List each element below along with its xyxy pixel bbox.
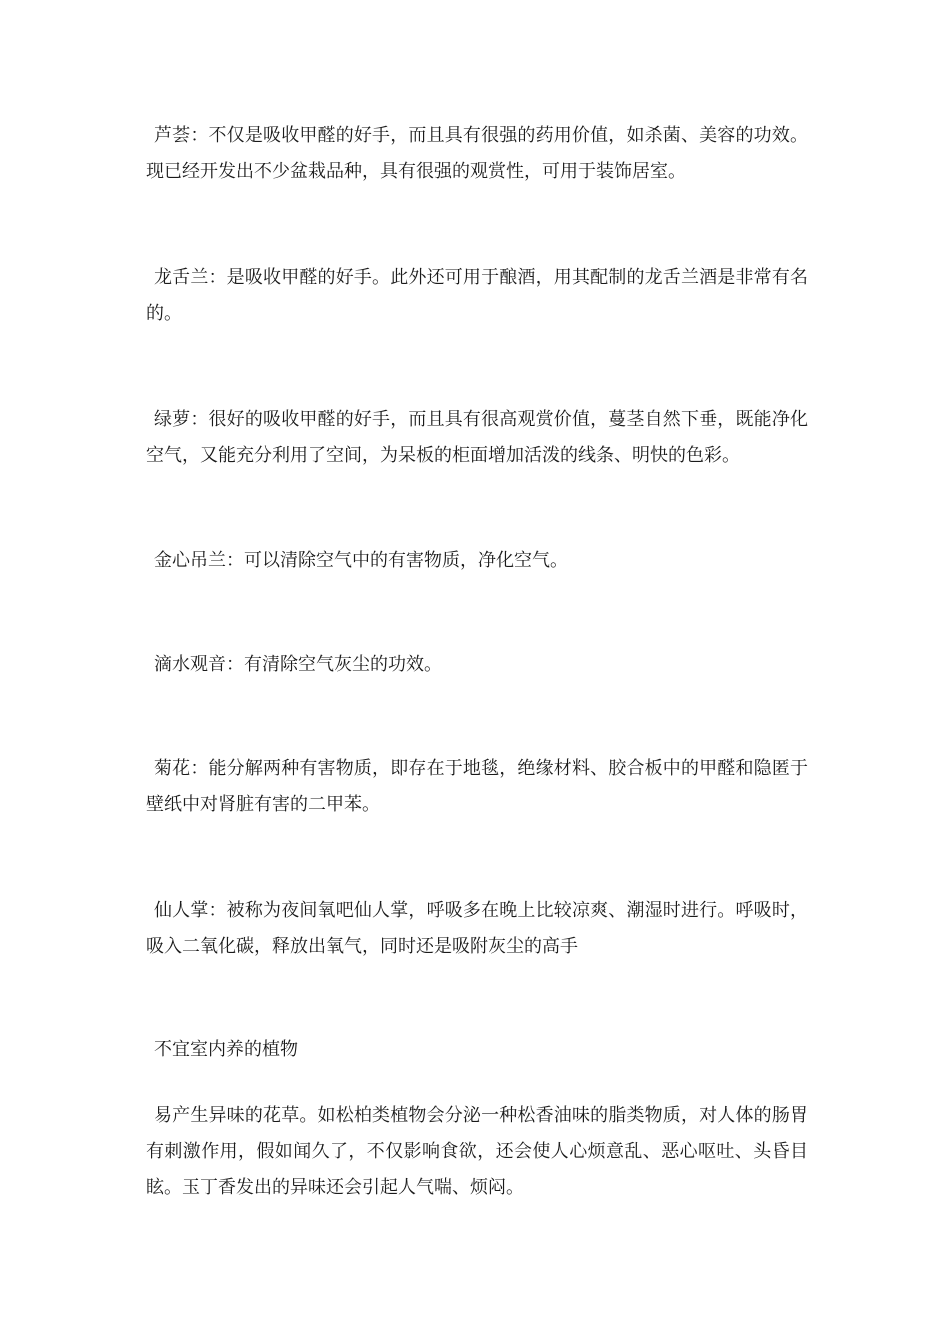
paragraph-alocasia: 滴水观音：有清除空气灰尘的功效。 bbox=[154, 654, 442, 675]
paragraph-odorous-plants: 易产生异味的花草。如松柏类植物会分泌一种松香油味的脂类物质，对人体的肠胃有刺激作用，假如闻久了，不仅影响食欲，还会使人心烦意乱、恶心呕吐、头昏目眩。玉丁香发出的异味还会引起人气喘、烦闷。 bbox=[146, 1105, 808, 1198]
paragraph-pothos: 绿萝：很好的吸收甲醛的好手，而且具有很高观赏价值，蔓茎自然下垂，既能净化空气，又能充分利用了空间，为呆板的柜面增加活泼的线条、明快的色彩。 bbox=[146, 409, 808, 466]
paragraph-agave: 龙舌兰：是吸收甲醛的好手。此外还可用于酿酒，用其配制的龙舌兰酒是非常有名的。 bbox=[146, 267, 808, 324]
paragraph-aloe: 芦荟：不仅是吸收甲醛的好手，而且具有很强的药用价值，如杀菌、美容的功效。现已经开发出不少盆栽品种，具有很强的观赏性，可用于装饰居室。 bbox=[146, 125, 808, 182]
paragraph-spider-plant: 金心吊兰：可以清除空气中的有害物质，净化空气。 bbox=[154, 550, 568, 571]
paragraph-chrysanthemum: 菊花：能分解两种有害物质，即存在于地毯，绝缘材料、胶合板中的甲醛和隐匿于壁纸中对肾脏有害的二甲苯。 bbox=[146, 758, 808, 815]
paragraph-cactus: 仙人掌：被称为夜间氧吧仙人掌，呼吸多在晚上比较凉爽、潮湿时进行。呼吸时，吸入二氧化碳，释放出氧气，同时还是吸附灰尘的高手 bbox=[146, 900, 808, 957]
section-heading: 不宜室内养的植物 bbox=[154, 1039, 298, 1060]
